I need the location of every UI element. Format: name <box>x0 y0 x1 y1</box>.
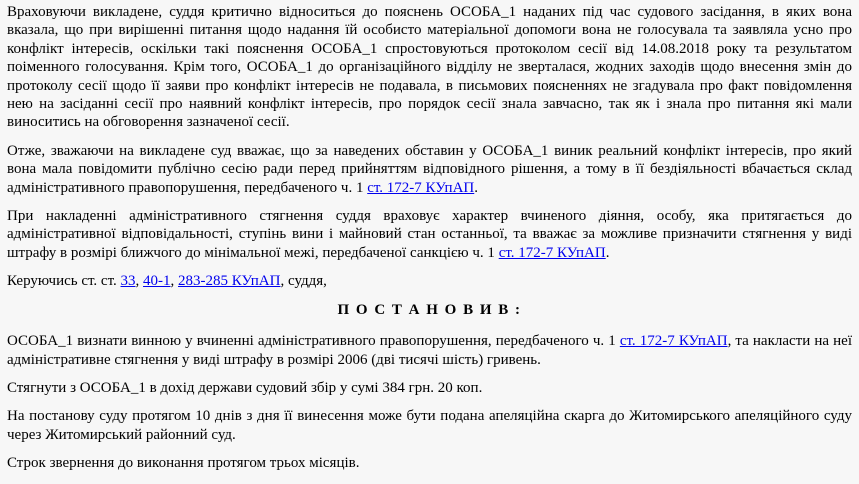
paragraph <box>7 142 852 197</box>
text-run: Керуючись ст. ст. <box>7 273 121 290</box>
paragraph <box>7 332 852 369</box>
text-run: , <box>170 273 179 290</box>
text-run: При накладенні адміністративного стягнення суддя враховує характер вчиненого діяння, особу, яка притягається до адміністративної відповідальності, ступінь вини і майновий стан останньої, та вважає за можливе призначити стягнення у виді штрафу в розмірі ближчого до мінімальної межі, передбаченої санкцією ч. 1 <box>7 208 852 261</box>
text-run: ОСОБА_1 визнати винною у вчиненні адміністративного правопорушення, передбаченого ч. 1 <box>7 333 620 350</box>
text-run: П О С Т А Н О В И В : <box>337 301 522 318</box>
paragraph <box>7 3 852 132</box>
paragraph <box>7 207 852 262</box>
paragraph <box>7 454 852 472</box>
statute-link[interactable]: 33 <box>120 273 136 290</box>
document-body <box>7 3 852 473</box>
paragraph <box>7 407 852 444</box>
text-run: . <box>605 244 610 261</box>
paragraph <box>7 379 852 397</box>
text-run: На постанову суду протягом 10 днів з дня її винесення може бути подана апеляційна скарга до Житомирського апеляційного суду через Житомирський районний суд. <box>7 408 852 443</box>
text-run: , суддя, <box>280 273 327 290</box>
text-run: Стягнути з ОСОБА_1 в дохід держави судовий збір у сумі 384 грн. 20 коп. <box>7 379 483 396</box>
statute-link[interactable]: 283-285 КУпАП <box>178 273 281 290</box>
statute-link[interactable]: ст. 172-7 КУпАП <box>619 333 728 350</box>
text-run: Строк звернення до виконання протягом трьох місяців. <box>7 455 360 472</box>
text-run: , <box>135 273 144 290</box>
statute-link[interactable]: ст. 172-7 КУпАП <box>498 244 606 261</box>
text-run: Враховуючи викладене, суддя критично відноситься до пояснень ОСОБА_1 наданих під час судового засідання, в яких вона вказала, що при вирішенні питання щодо надання їй особисто матеріальної допомоги вона не голосувала та заявляла усно про конфлікт інтересів, оскільки такі пояснення ОСОБА_1 спростовуються протоколом сесії від 14.08.2018 року та результатом поіменного голосування. Крім того, ОСОБА_1 до організаційного відділу не зверталася, жодних заходів щодо внесення змін до протоколу сесії щодо її заяви про конфлікт інтересів не подавала, в письмових поясненнях не згадувала про факт повідомлення нею на засіданні сесії про наявний конфлікт інтересів, про порядок сесії знала завчасно, так як і знала про питання які мали виноситись на обговорення зазначеної сесії. <box>7 4 852 131</box>
text-run: , та накласти на неї адміністративне стягнення у виді штрафу в розмірі 2006 (дві тисячі шість) гривень. <box>7 333 852 368</box>
statute-link[interactable]: 40-1 <box>143 273 171 290</box>
resolution-heading <box>7 301 852 319</box>
text-run: . <box>474 179 478 196</box>
text-run: Отже, зважаючи на викладене суд вважає, що за наведених обставин у ОСОБА_1 виник реальний конфлікт інтересів, про який вона мала повідомити публічно сесію ради перед прийняттям відповідного рішення, а тому в її бездіяльності вбачається склад адміністративного правопорушення, передбаченого ч. 1 <box>7 142 852 196</box>
paragraph <box>7 272 852 290</box>
statute-link[interactable]: ст. 172-7 КУпАП <box>367 179 475 196</box>
